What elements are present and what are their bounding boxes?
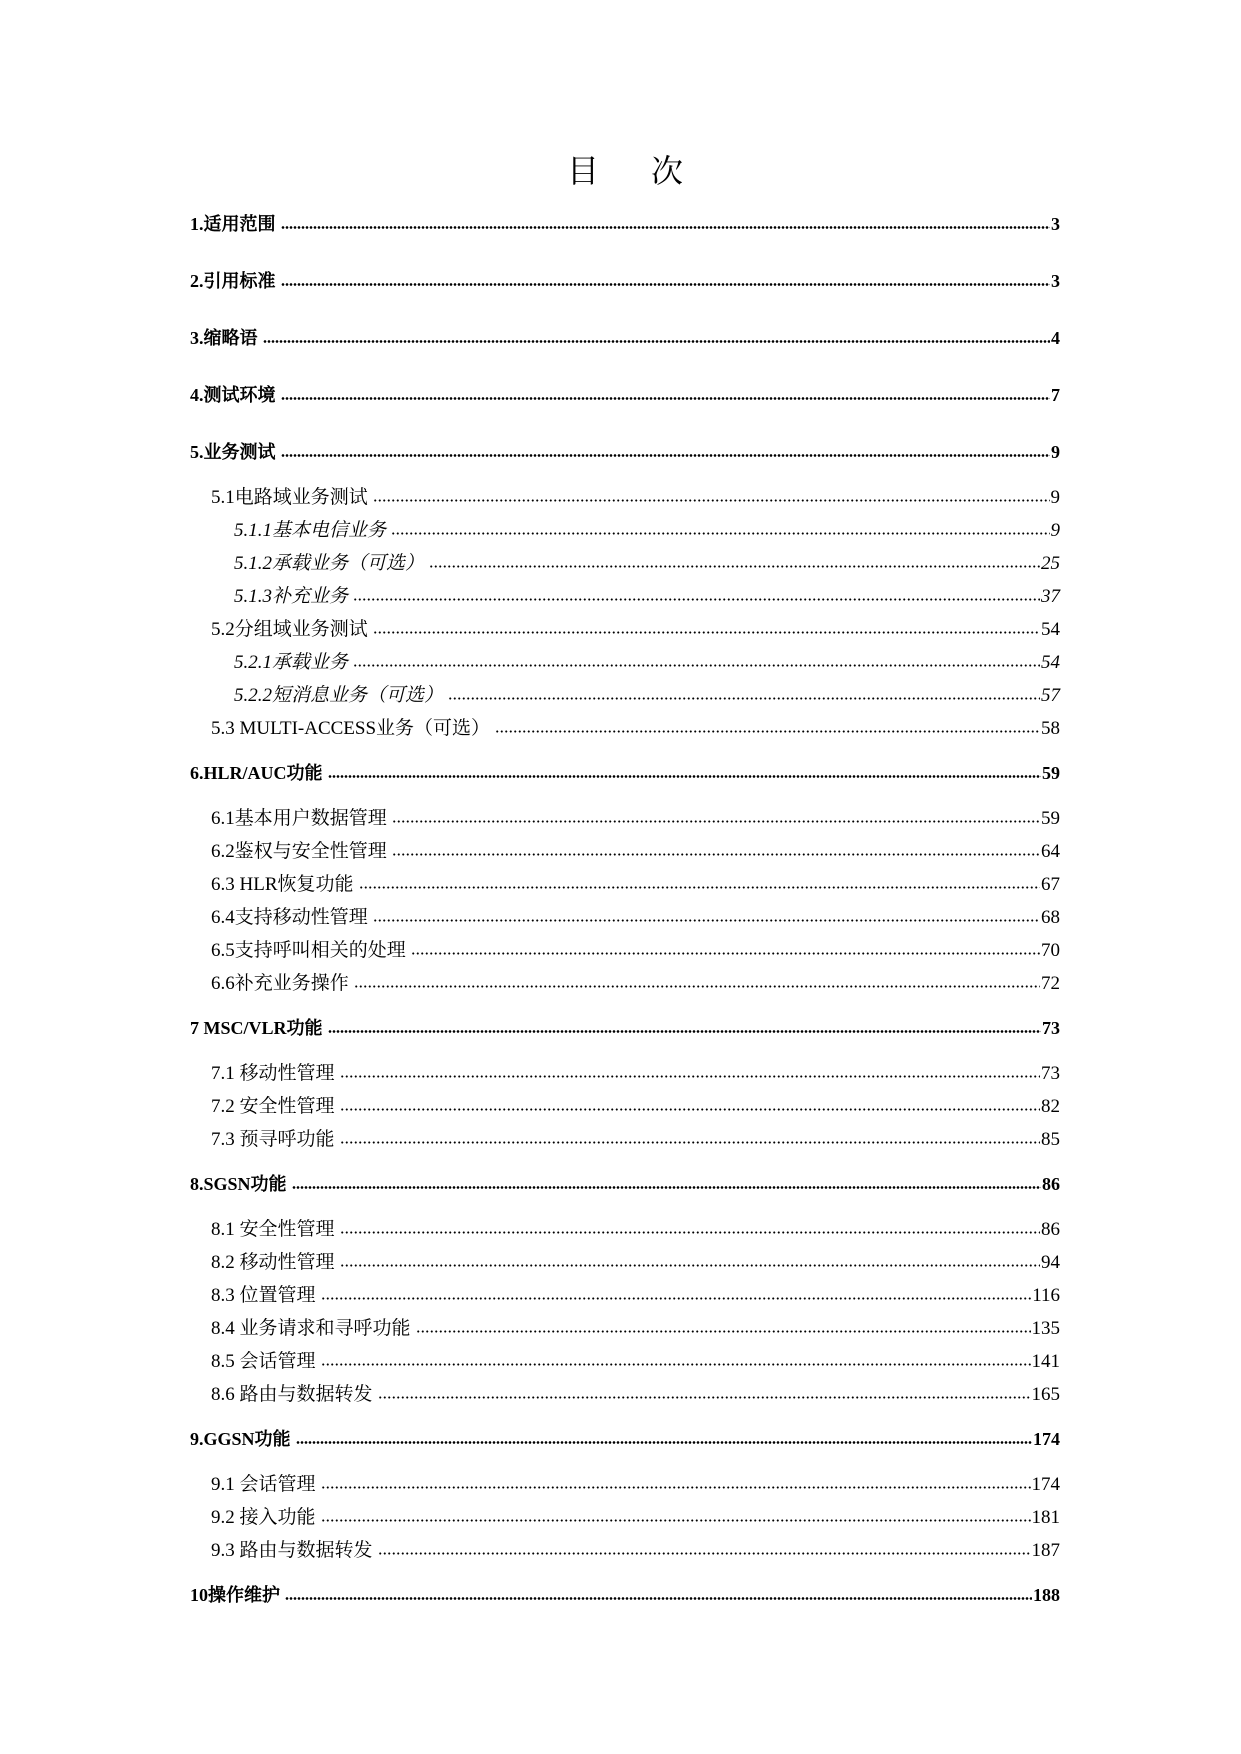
toc-entry [190,1501,1060,1534]
dot-leader [263,339,1051,344]
toc-entry-page: 181 [1031,1507,1060,1528]
toc-entry [190,613,1060,646]
dot-leader [340,1074,1040,1079]
toc-entry-page: 3 [1051,214,1060,234]
toc-entry-title: 8.1 安全性管理 [211,1219,335,1240]
toc-entry-title: 6.5支持呼叫相关的处理 [211,940,406,961]
toc-entry-title: 7.1 移动性管理 [211,1063,335,1084]
toc-entry [190,1345,1060,1378]
dot-leader [281,282,1051,287]
dot-leader [495,729,1040,734]
toc-entry [190,757,1060,790]
toc-entry-page: 70 [1041,940,1060,961]
dot-leader [281,453,1051,458]
dot-leader [411,951,1040,956]
toc-entry-title: 1.适用范围 [190,214,276,234]
dot-leader [328,1029,1041,1034]
toc-entry-page: 64 [1041,841,1060,862]
dot-leader [340,1263,1040,1268]
toc-entry-title: 5.2.1承载业务 [234,652,349,673]
toc-entry [190,1378,1060,1411]
toc-entry [190,547,1060,580]
toc-entry-title: 9.3 路由与数据转发 [211,1540,373,1561]
toc-entry-title: 5.1.3补充业务 [234,586,349,607]
toc-entry [190,1279,1060,1312]
dot-leader [328,774,1041,779]
toc-entry [190,901,1060,934]
toc-entry-page: 37 [1041,586,1060,607]
dot-leader [429,564,1040,569]
dot-leader [373,630,1040,635]
toc-entry [190,1423,1060,1456]
toc-entry [190,1312,1060,1345]
toc-entry [190,208,1060,241]
toc-entry-page: 9 [1051,442,1060,462]
toc-entry-title: 2.引用标准 [190,271,276,291]
toc-entry-title: 8.3 位置管理 [211,1285,316,1306]
toc-entry-page: 67 [1041,874,1060,895]
toc-entry-page: 9 [1050,520,1060,541]
toc-entry-page: 187 [1031,1540,1060,1561]
toc-entry [190,712,1060,745]
toc-entry-title: 9.GGSN功能 [190,1429,291,1449]
toc-entry-page: 9 [1050,487,1060,508]
dot-leader [392,819,1040,824]
toc-entry-page: 72 [1041,973,1060,994]
toc-entry [190,481,1060,514]
toc-entry [190,1579,1060,1612]
toc-entry-page: 3 [1051,271,1060,291]
dot-leader [321,1362,1031,1367]
toc-entry [190,580,1060,613]
toc-entry-title: 5.2.2短消息业务（可选） [234,685,444,706]
toc-entry-page: 54 [1041,619,1060,640]
toc-heading: 目 次 [566,153,683,189]
dot-leader [281,396,1051,401]
toc-entry-page: 68 [1041,907,1060,928]
toc-entry [190,1246,1060,1279]
toc-entry-page: 85 [1041,1129,1060,1150]
toc-entry-title: 6.6补充业务操作 [211,973,349,994]
toc-entry [190,322,1060,355]
toc-entry-title: 8.SGSN功能 [190,1174,287,1194]
toc-entry [190,646,1060,679]
dot-leader [296,1440,1032,1445]
toc-entry [190,265,1060,298]
toc-entry-page: 94 [1041,1252,1060,1273]
dot-leader [378,1551,1031,1556]
dot-leader [321,1518,1031,1523]
toc-entry [190,1123,1060,1156]
toc-entry-page: 58 [1041,718,1060,739]
toc-entry-title: 8.2 移动性管理 [211,1252,335,1273]
toc-entry-title: 5.2分组域业务测试 [211,619,368,640]
toc-entry [190,1534,1060,1567]
toc-entry-title: 8.5 会话管理 [211,1351,316,1372]
toc-entry [190,1090,1060,1123]
toc-entry-page: 59 [1042,763,1060,783]
toc-entry-page: 165 [1031,1384,1060,1405]
dot-leader [321,1296,1032,1301]
dot-leader [321,1485,1031,1490]
toc-entry [190,934,1060,967]
toc-entry [190,379,1060,412]
toc-entry-title: 9.2 接入功能 [211,1507,316,1528]
dot-leader [416,1329,1031,1334]
toc-entry-page: 73 [1041,1063,1060,1084]
toc-entry [190,1057,1060,1090]
toc-entry-title: 10操作维护 [190,1585,280,1605]
dot-leader [353,663,1040,668]
toc-entry-page: 7 [1051,385,1060,405]
toc-entry-page: 141 [1031,1351,1060,1372]
toc-entry-page: 188 [1033,1585,1060,1605]
toc-entry-page: 59 [1041,808,1060,829]
dot-leader [340,1107,1040,1112]
toc-entry [190,802,1060,835]
toc-entry-page: 4 [1051,328,1060,348]
toc-entry-page: 54 [1041,652,1060,673]
dot-leader [340,1140,1040,1145]
toc-entry-title: 4.测试环境 [190,385,276,405]
toc-entry-title: 6.4支持移动性管理 [211,907,368,928]
toc-entry-title: 6.HLR/AUC功能 [190,763,323,783]
toc-entry-page: 73 [1042,1018,1060,1038]
dot-leader [354,984,1040,989]
toc-entry-page: 86 [1042,1174,1060,1194]
dot-leader [373,498,1050,503]
toc-entry [190,436,1060,469]
toc-entry-page: 86 [1041,1219,1060,1240]
toc-entry-page: 116 [1032,1285,1060,1306]
toc-entry-title: 7 MSC/VLR功能 [190,1018,323,1038]
toc-entry-title: 6.1基本用户数据管理 [211,808,387,829]
toc-entry-title: 5.1.1基本电信业务 [234,520,387,541]
toc-entry-page: 25 [1041,553,1060,574]
toc-entry-title: 8.6 路由与数据转发 [211,1384,373,1405]
toc-entry-page: 174 [1031,1474,1060,1495]
toc-entry-title: 7.2 安全性管理 [211,1096,335,1117]
toc-entry-title: 5.3 MULTI-ACCESS业务（可选） [211,718,491,739]
toc-entry-title: 8.4 业务请求和寻呼功能 [211,1318,411,1339]
toc-entry [190,1012,1060,1045]
toc-entry [190,1168,1060,1201]
toc-entry [190,835,1060,868]
dot-leader [281,225,1051,230]
toc-entry-title: 5.1.2承载业务（可选） [234,553,425,574]
toc-entry-page: 82 [1041,1096,1060,1117]
toc-entry [190,967,1060,1000]
dot-leader [340,1230,1040,1235]
dot-leader [353,597,1040,602]
toc-entry [190,514,1060,547]
dot-leader [292,1185,1041,1190]
dot-leader [378,1395,1031,1400]
toc-entry [190,1468,1060,1501]
toc-entry-title: 5.业务测试 [190,442,276,462]
toc-entry [190,868,1060,901]
table-of-contents [190,196,1060,1624]
toc-entry-title: 7.3 预寻呼功能 [211,1129,335,1150]
dot-leader [373,918,1040,923]
toc-entry-title: 6.3 HLR恢复功能 [211,874,354,895]
toc-entry-page: 174 [1033,1429,1060,1449]
dot-leader [359,885,1040,890]
toc-entry-page: 135 [1031,1318,1060,1339]
toc-entry-title: 3.缩略语 [190,328,258,348]
toc-entry-title: 5.1电路域业务测试 [211,487,368,508]
dot-leader [391,531,1049,536]
toc-entry [190,679,1060,712]
toc-entry-title: 6.2鉴权与安全性管理 [211,841,387,862]
toc-entry [190,1213,1060,1246]
dot-leader [448,696,1040,701]
toc-entry-title: 9.1 会话管理 [211,1474,316,1495]
dot-leader [285,1596,1032,1601]
dot-leader [392,852,1040,857]
toc-entry-page: 57 [1041,685,1060,706]
